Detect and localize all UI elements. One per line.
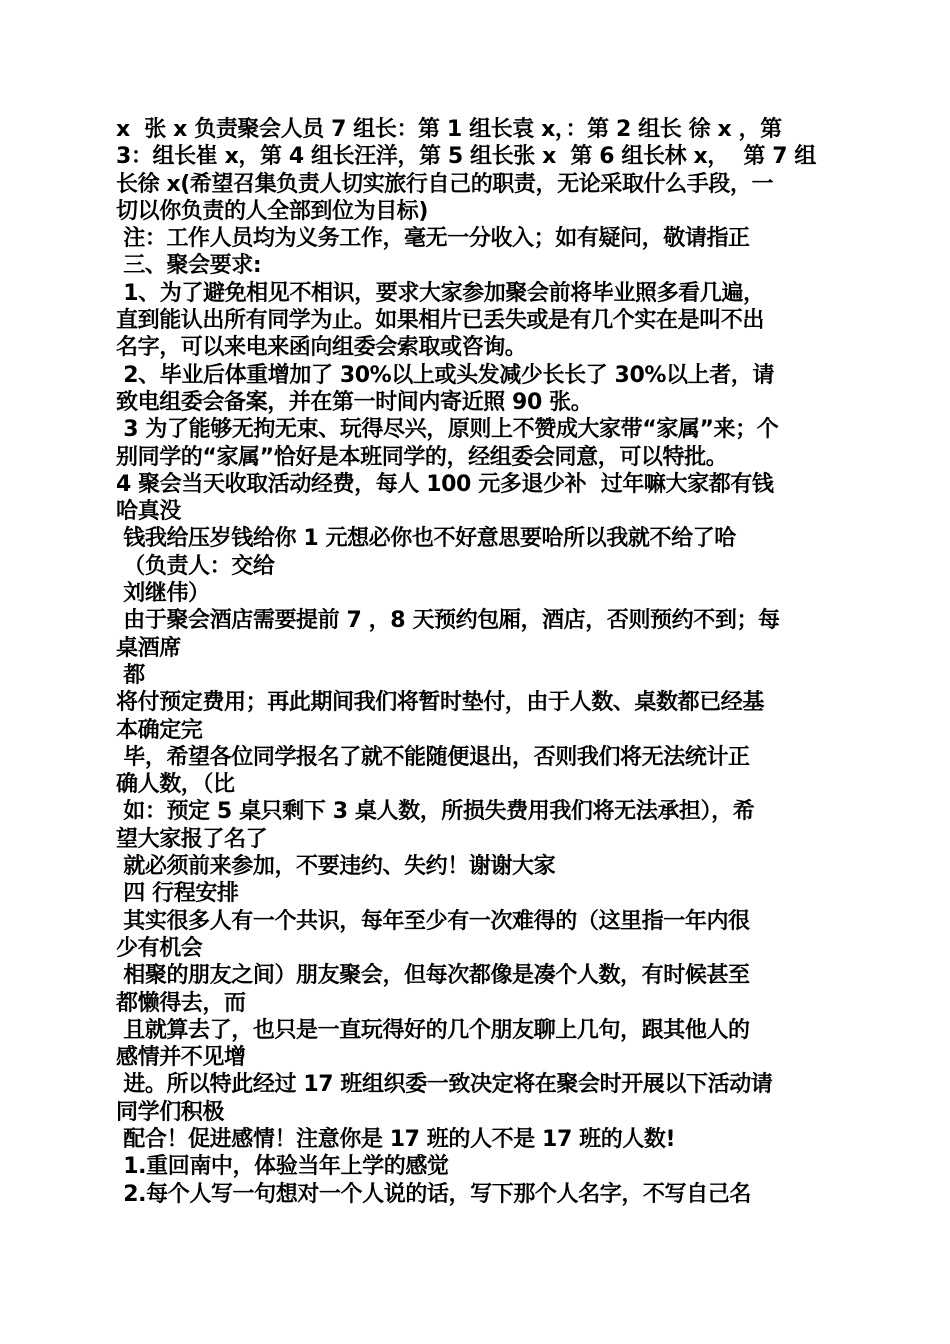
- text-line: 2、毕业后体重增加了 30%以上或头发减少长长了 30%以上者，请: [116, 362, 775, 388]
- text-line: 本确定完: [116, 717, 203, 743]
- text-line: 望大家报了名了: [116, 826, 268, 852]
- text-line: 桌酒席: [116, 635, 181, 661]
- text-line: 切以你负责的人全部到位为目标): [116, 198, 429, 224]
- section-heading: 四 行程安排: [116, 881, 239, 907]
- text-line: 4 聚会当天收取活动经费，每人 100 元多退少补 过年嘛大家都有钱: [116, 471, 774, 497]
- text-line: 直到能认出所有同学为止。如果相片已丢失或是有几个实在是叫不出: [116, 308, 765, 334]
- text-line: 同学们积极: [116, 1099, 225, 1125]
- text-line: x 张 x 负责聚会人员 7 组长：第 1 组长袁 x，：第 2 组长 徐 x ，第: [116, 117, 782, 142]
- text-line: 1、为了避免相见不相识，要求大家参加聚会前将毕业照多看几遍，: [116, 280, 765, 306]
- text-line: 将付预定费用；再此期间我们将暂时垫付，由于人数、桌数都已经基: [116, 690, 765, 716]
- text-line: 3 为了能够无拘无束、玩得尽兴，原则上不赞成大家带“家属”来；个: [116, 417, 779, 443]
- section-heading: 三、聚会要求:: [116, 253, 262, 279]
- text-line: （负责人：交给: [116, 553, 275, 579]
- text-line: 进。所以特此经过 17 班组织委一致决定将在聚会时开展以下活动请: [116, 1072, 773, 1098]
- text-line: 刘继伟）: [116, 581, 210, 607]
- text-line: 名字，可以来电来函向组委会索取或咨询。: [116, 335, 527, 361]
- text-line: 致电组委会备案，并在第一时间内寄近照 90 张。: [116, 389, 593, 415]
- text-line: 长徐 x(希望召集负责人切实旅行自己的职责，无论采取什么手段，一: [116, 171, 774, 197]
- text-line: 由于聚会酒店需要提前 7 ，8 天预约包厢，酒店，否则预约不到；每: [116, 608, 780, 634]
- text-line: 相聚的朋友之间）朋友聚会，但每次都像是凑个人数，有时候甚至: [116, 963, 750, 989]
- text-line: 都懒得去，而: [116, 990, 246, 1016]
- text-line: 配合！促进感情！注意你是 17 班的人不是 17 班的人数!: [116, 1126, 676, 1152]
- text-line: 钱我给压岁钱给你 1 元想必你也不好意思要哈所以我就不给了哈: [116, 526, 736, 552]
- list-item: 2.每个人写一句想对一个人说的话，写下那个人名字，不写自己名: [116, 1181, 751, 1207]
- text-line: 注：工作人员均为义务工作，毫无一分收入；如有疑问，敬请指正: [116, 226, 750, 252]
- text-line: 都: [116, 662, 145, 688]
- text-line: 就必须前来参加，不要违约、失约！谢谢大家: [116, 854, 556, 880]
- text-line: 少有机会: [116, 935, 203, 961]
- list-item: 1.重回南中，体验当年上学的感觉: [116, 1154, 449, 1180]
- text-line: 其实很多人有一个共识，每年至少有一次难得的（这里指一年内很: [116, 908, 750, 934]
- text-line: 别同学的“家属”恰好是本班同学的，经组委会同意，可以特批。: [116, 444, 728, 470]
- text-line: 3：组长崔 x，第 4 组长汪洋，第 5 组长张 x 第 6 组长林 x， 第 7 组: [116, 144, 816, 170]
- text-line: 确人数，（比: [116, 772, 235, 798]
- text-line: 毕，希望各位同学报名了就不能随便退出，否则我们将无法统计正: [116, 744, 750, 770]
- text-line: 如：预定 5 桌只剩下 3 桌人数，所损失费用我们将无法承担），希: [116, 799, 755, 825]
- text-line: 哈真没: [116, 499, 181, 525]
- text-line: 感情并不见增: [116, 1045, 246, 1071]
- document-body: [116, 116, 841, 1208]
- text-line: 且就算去了，也只是一直玩得好的几个朋友聊上几句，跟其他人的: [116, 1017, 750, 1043]
